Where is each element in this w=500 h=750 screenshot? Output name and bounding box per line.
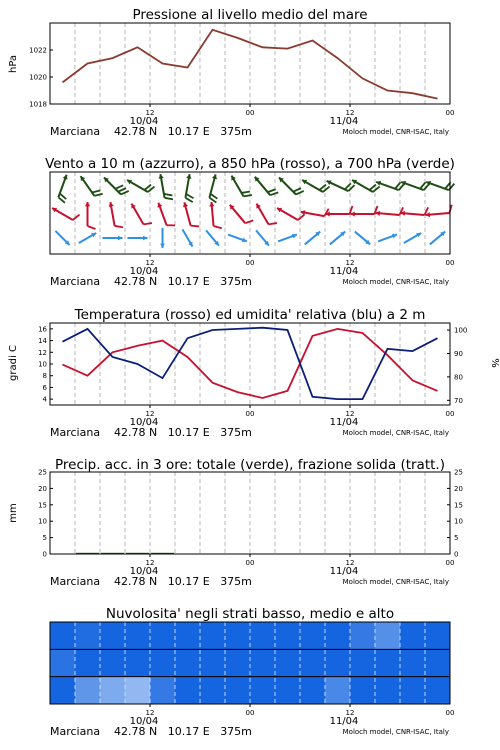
wind-barb	[231, 176, 252, 197]
x-tick-label: 12	[345, 709, 355, 717]
cloud-cell	[225, 677, 250, 704]
wind-barb	[326, 206, 353, 217]
date-label: 10/04	[129, 417, 159, 428]
credit-label: Moloch model, CNR-ISAC, Italy	[342, 429, 449, 437]
wind-xticks	[50, 254, 454, 288]
x-tick-label: 00	[445, 709, 455, 717]
wind-barb	[209, 202, 222, 228]
x-tick-label: 12	[145, 559, 155, 567]
precip-yticks	[38, 469, 463, 559]
x-tick-label: 12	[145, 709, 155, 717]
y-tick-label: 90	[454, 349, 463, 358]
wind-barb-feather	[191, 226, 200, 227]
wind-barb-feather	[244, 195, 252, 196]
temp-yticks	[38, 325, 467, 404]
cloud-cell	[400, 677, 425, 704]
cloud-cell	[250, 677, 275, 704]
y-tick-label: 10	[38, 360, 47, 369]
x-tick-label: 12	[145, 109, 155, 117]
wind-barb-feather	[209, 198, 216, 203]
precip-plot-frame	[50, 472, 450, 554]
wind-barb	[209, 174, 217, 202]
cloud-cell	[325, 677, 350, 704]
temp-xticks	[50, 405, 454, 439]
y-tick-label: 20	[454, 484, 463, 493]
y-tick-label: 5	[454, 534, 459, 543]
x-tick-label: 00	[245, 559, 255, 567]
temp-plot-frame	[50, 323, 450, 405]
cloud-cell	[250, 622, 275, 649]
cloud-cell	[75, 649, 100, 676]
y-tick-label: 0	[454, 550, 459, 559]
cloud-cell	[300, 622, 325, 649]
x-tick-label: 12	[345, 109, 355, 117]
date-label: 11/04	[329, 566, 359, 577]
cloud-cell	[50, 649, 75, 676]
cloud-cell	[350, 622, 375, 649]
cloud-cell	[200, 677, 225, 704]
wind-barb-head	[85, 202, 90, 206]
wind-barb-feather	[298, 215, 305, 220]
cloud-cell	[375, 677, 400, 704]
cloud-cell	[275, 677, 300, 704]
temp-panel	[8, 307, 500, 439]
x-tick-label: 00	[245, 109, 255, 117]
cloud-cell	[75, 622, 100, 649]
y-tick-label: 15	[38, 501, 47, 510]
wind-barb	[256, 204, 277, 225]
wind-barb	[278, 234, 297, 242]
wind-barb-feather	[164, 194, 172, 196]
wind-barb-feather	[115, 226, 123, 228]
cloud-cell	[400, 649, 425, 676]
precip-xticks	[50, 554, 454, 588]
x-tick-label: 12	[145, 259, 155, 267]
wind-barb-feather	[94, 194, 102, 196]
wind-barb	[160, 228, 165, 248]
y-tick-label: 12	[38, 348, 47, 357]
wind-barb-feather	[92, 190, 100, 192]
wind-barbs	[52, 174, 454, 248]
wind-arrow-head	[118, 236, 122, 241]
cloud-cell	[425, 622, 450, 649]
pressure-ylabel: hPa	[8, 54, 19, 74]
cloud-cell	[100, 622, 125, 649]
credit-label: Moloch model, CNR-ISAC, Italy	[342, 128, 449, 136]
x-tick-label: 00	[445, 109, 455, 117]
pressure-title: Pressione al livello medio del mare	[132, 7, 368, 23]
cloud-cell	[100, 677, 125, 704]
cloud-cell	[350, 649, 375, 676]
cloud-cell	[100, 649, 125, 676]
wind-barb	[305, 232, 320, 245]
location-label: Marciana 42.78 N 10.17 E 375m	[50, 725, 252, 738]
cloud-cell	[325, 649, 350, 676]
x-tick-label: 00	[445, 259, 455, 267]
cloud-cell	[50, 677, 75, 704]
y-tick-label: 8	[42, 372, 47, 381]
temp-grid	[75, 323, 425, 405]
cloud-cell	[375, 622, 400, 649]
temp-ylabel-left: gradi C	[8, 345, 19, 381]
wind-barb	[159, 174, 173, 199]
wind-barb	[256, 230, 269, 245]
y-tick-label: 20	[38, 484, 47, 493]
cloud-cell	[125, 649, 150, 676]
pressure-panel	[8, 7, 454, 138]
wind-barb	[330, 232, 345, 245]
credit-label: Moloch model, CNR-ISAC, Italy	[342, 578, 449, 586]
pressure-grid	[75, 23, 425, 104]
y-tick-label: 80	[454, 373, 463, 382]
cloud-cell	[150, 649, 175, 676]
precip-title: Precip. acc. in 3 ore: totale (verde), frazione solida (tratt.)	[55, 457, 445, 473]
wind-panel	[45, 156, 455, 288]
wind-barb	[228, 235, 247, 243]
wind-barb-feather	[210, 194, 217, 199]
precip-panel	[8, 457, 463, 588]
cloud-cell	[50, 622, 75, 649]
cloud-cell	[75, 677, 100, 704]
wind-barb	[378, 234, 397, 242]
wind-barb-feather	[115, 185, 123, 189]
cloud-cell	[225, 622, 250, 649]
x-tick-label: 00	[445, 410, 455, 418]
wind-barb-feather	[186, 194, 193, 198]
date-label: 11/04	[329, 116, 359, 127]
cloud-cell	[425, 649, 450, 676]
date-label: 10/04	[129, 716, 159, 727]
location-label: Marciana 42.78 N 10.17 E 375m	[50, 275, 252, 288]
y-tick-label: 0	[42, 550, 47, 559]
wind-barb-feather	[270, 192, 278, 195]
wind-barb	[157, 203, 175, 226]
temp-title: Temperatura (rosso) ed umidita' relativa (blu) a 2 m	[74, 307, 426, 323]
wind-barb	[376, 181, 404, 190]
cloud-cell	[125, 622, 150, 649]
cloud-cell	[375, 649, 400, 676]
cloud-cell	[175, 622, 200, 649]
cloud-cell	[275, 622, 300, 649]
location-label: Marciana 42.78 N 10.17 E 375m	[50, 575, 252, 588]
y-tick-label: 25	[38, 468, 47, 477]
wind-barb	[131, 204, 152, 225]
wind-barb	[401, 207, 429, 216]
wind-barb-feather	[268, 189, 276, 192]
wind-barb	[128, 236, 148, 241]
wind-barb	[206, 230, 219, 245]
wind-barb-feather	[214, 226, 222, 228]
wind-barb	[355, 232, 370, 245]
wind-barb-feather	[242, 192, 250, 193]
y-tick-label: 70	[454, 396, 463, 405]
y-tick-label: 5	[42, 534, 47, 543]
wind-barb	[55, 231, 69, 245]
precip-grid	[75, 472, 425, 554]
cloud-cell	[150, 677, 175, 704]
x-tick-label: 00	[445, 559, 455, 567]
wind-barb	[430, 232, 445, 245]
wind-barb	[58, 175, 67, 203]
pressure-yticks	[29, 47, 53, 109]
cloud-cell	[300, 677, 325, 704]
wind-barb	[85, 202, 96, 229]
wind-barb	[376, 207, 404, 216]
y-tick-label: 15	[454, 501, 463, 510]
x-tick-label: 00	[245, 709, 255, 717]
x-tick-label: 12	[345, 410, 355, 418]
pressure-plot-frame	[50, 23, 450, 104]
y-tick-label: 1022	[29, 46, 47, 55]
cloud-cell	[150, 622, 175, 649]
cloud-cells	[50, 622, 450, 704]
wind-title: Vento a 10 m (azzurro), a 850 hPa (rosso), a 700 hPa (verde)	[45, 156, 455, 172]
cloud-title: Nuvolosita' negli strati basso, medio e alto	[105, 606, 395, 622]
cloud-cell	[275, 649, 300, 676]
date-label: 10/04	[129, 266, 159, 277]
cloud-cell	[425, 677, 450, 704]
pressure-xticks	[50, 104, 454, 138]
date-label: 10/04	[129, 116, 159, 127]
cloud-cell	[200, 622, 225, 649]
cloud-cell	[175, 649, 200, 676]
y-tick-label: 1020	[29, 73, 47, 82]
wind-barb-feather	[269, 223, 277, 224]
cloud-cell	[300, 649, 325, 676]
cloud-cell	[200, 649, 225, 676]
wind-barb-feather	[185, 198, 192, 202]
wind-barb	[109, 202, 123, 227]
wind-barb	[103, 236, 123, 241]
wind-barb	[183, 229, 193, 246]
wind-barb	[426, 205, 452, 218]
y-tick-label: 25	[454, 468, 463, 477]
cloud-cell	[325, 622, 350, 649]
wind-barb	[401, 181, 429, 190]
x-tick-label: 12	[145, 410, 155, 418]
wind-barb-feather	[165, 198, 173, 200]
wind-barb-feather	[144, 223, 152, 224]
wind-arrow-head	[143, 236, 147, 241]
y-tick-label: 10	[38, 517, 47, 526]
wind-barb	[301, 209, 329, 216]
location-label: Marciana 42.78 N 10.17 E 375m	[50, 125, 252, 138]
wind-barb-feather	[245, 220, 253, 223]
x-tick-label: 00	[245, 410, 255, 418]
date-label: 10/04	[129, 566, 159, 577]
precip-ylabel: mm	[8, 503, 19, 523]
wind-barb	[185, 174, 193, 202]
y-tick-label: 6	[42, 383, 47, 392]
cloud-cell	[250, 649, 275, 676]
y-tick-label: 100	[454, 326, 468, 335]
x-tick-label: 12	[345, 559, 355, 567]
y-tick-label: 1018	[29, 100, 47, 109]
cloud-cell	[125, 677, 150, 704]
y-tick-label: 14	[38, 337, 47, 346]
wind-barb	[81, 176, 103, 196]
cloud-xticks	[50, 704, 454, 738]
x-tick-label: 12	[345, 259, 355, 267]
wind-barb	[351, 206, 378, 217]
wind-barb	[79, 233, 96, 243]
wind-barb-feather	[88, 226, 96, 229]
x-tick-label: 00	[245, 259, 255, 267]
y-tick-label: 10	[454, 517, 463, 526]
wind-barb-head	[209, 202, 214, 206]
credit-label: Moloch model, CNR-ISAC, Italy	[342, 728, 449, 736]
cloud-cell	[350, 677, 375, 704]
date-label: 11/04	[329, 716, 359, 727]
cloud-cell	[175, 677, 200, 704]
date-label: 11/04	[329, 266, 359, 277]
cloud-cell	[400, 622, 425, 649]
date-label: 11/04	[329, 417, 359, 428]
wind-barb	[404, 233, 421, 243]
location-label: Marciana 42.78 N 10.17 E 375m	[50, 426, 252, 439]
wind-barb	[183, 202, 199, 226]
credit-label: Moloch model, CNR-ISAC, Italy	[342, 278, 449, 286]
wind-barb-feather	[73, 215, 80, 220]
cloud-panel	[50, 606, 454, 738]
temp-ylabel-right: %	[489, 358, 500, 368]
cloud-cell	[225, 649, 250, 676]
wind-arrow-head	[160, 244, 165, 248]
y-tick-label: 16	[38, 325, 47, 334]
y-tick-label: 4	[42, 395, 47, 404]
